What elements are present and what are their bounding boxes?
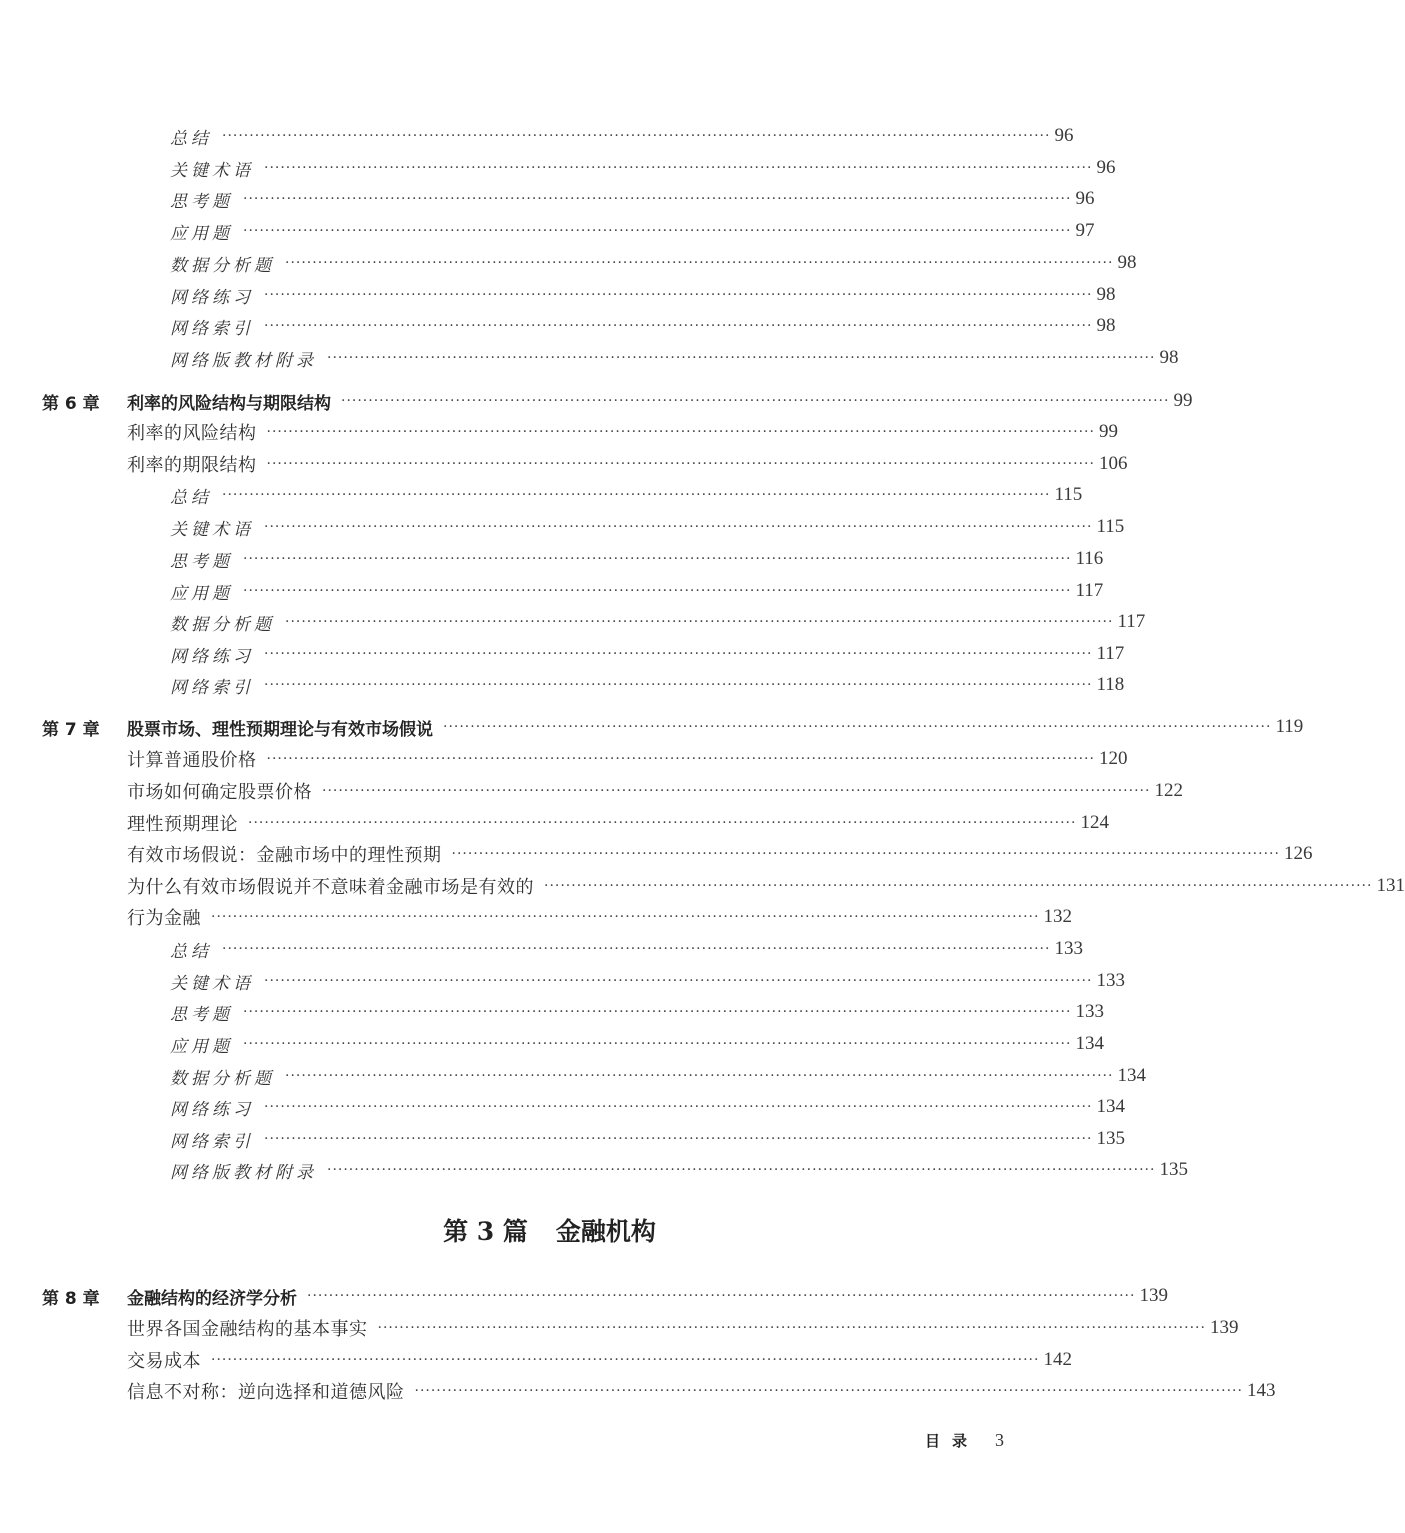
entry-title: 行为金融 xyxy=(127,908,201,929)
toc-entry[interactable] xyxy=(170,343,1179,373)
toc-entry[interactable] xyxy=(170,121,1074,151)
toc-entry[interactable] xyxy=(127,839,1313,869)
leader-dots: ························································································································································ xyxy=(264,318,1093,334)
leader-dots: ························································································································································ xyxy=(443,719,1272,735)
leader-dots: ························································································································································ xyxy=(451,846,1280,862)
toc-entry[interactable] xyxy=(170,248,1137,278)
leader-dots: ························································································································································ xyxy=(243,191,1072,207)
leader-dots: ························································································································································ xyxy=(211,1352,1040,1368)
toc-entry[interactable] xyxy=(170,670,1125,700)
entry-title: 关键术语 xyxy=(170,519,254,540)
toc-entry[interactable] xyxy=(127,776,1183,806)
toc-entry[interactable] xyxy=(170,544,1104,574)
page-number: 134 xyxy=(1075,1033,1104,1054)
leader-dots: ························································································································································ xyxy=(264,519,1093,535)
toc-entry[interactable] xyxy=(170,1155,1188,1185)
leader-dots: ························································································································································ xyxy=(307,1288,1136,1304)
leader-dots: ························································································································································ xyxy=(243,223,1072,239)
page-number: 117 xyxy=(1117,611,1146,632)
page-number: 120 xyxy=(1098,748,1128,769)
toc-entry[interactable] xyxy=(127,1313,1239,1343)
leader-dots: ························································································································································ xyxy=(327,1162,1156,1178)
toc-entry[interactable] xyxy=(170,512,1125,542)
page-number: 133 xyxy=(1075,1001,1104,1022)
page-number: 116 xyxy=(1075,548,1104,569)
chapter-title: 股票市场、理性预期理论与有效市场假说 xyxy=(127,719,433,740)
leader-dots: ························································································································································ xyxy=(222,487,1051,503)
page-number: 97 xyxy=(1075,220,1095,241)
page-number: 98 xyxy=(1117,252,1137,273)
page-number: 133 xyxy=(1096,970,1125,991)
toc-chapter[interactable] xyxy=(42,1281,1168,1311)
leader-dots: ························································································································································ xyxy=(264,646,1093,662)
leader-dots: ························································································································································ xyxy=(322,783,1151,799)
leader-dots: ························································································································································ xyxy=(544,878,1373,894)
page-number: 99 xyxy=(1173,390,1193,411)
entry-title: 总结 xyxy=(170,128,212,149)
page-number: 133 xyxy=(1054,938,1083,959)
entry-title: 网络版教材附录 xyxy=(170,1162,317,1183)
leader-dots: ························································································································································ xyxy=(285,255,1114,271)
page-number: 131 xyxy=(1376,875,1405,896)
leader-dots: ························································································································································ xyxy=(377,1320,1206,1336)
page-number: 135 xyxy=(1096,1128,1125,1149)
entry-title: 思考题 xyxy=(170,1004,233,1025)
toc-entry[interactable] xyxy=(127,902,1072,932)
page-number: 143 xyxy=(1246,1380,1276,1401)
toc-entry[interactable] xyxy=(170,311,1116,341)
page-number: 119 xyxy=(1275,716,1304,737)
leader-dots: ························································································································································ xyxy=(285,1068,1114,1084)
page-number: 118 xyxy=(1096,674,1125,695)
entry-title: 数据分析题 xyxy=(170,614,275,635)
entry-title: 应用题 xyxy=(170,1036,233,1057)
page-footer xyxy=(925,1430,1004,1451)
toc-chapter[interactable] xyxy=(42,386,1193,416)
leader-dots: ························································································································································ xyxy=(327,350,1156,366)
toc-entry[interactable] xyxy=(170,966,1125,996)
page-number: 126 xyxy=(1283,843,1313,864)
toc-entry[interactable] xyxy=(170,216,1095,246)
page-number: 98 xyxy=(1096,315,1116,336)
entry-title: 网络索引 xyxy=(170,318,254,339)
leader-dots: ························································································································································ xyxy=(248,815,1077,831)
page-number: 115 xyxy=(1096,516,1125,537)
entry-title: 网络练习 xyxy=(170,1099,254,1120)
leader-dots: ························································································································································ xyxy=(264,287,1093,303)
entry-title: 有效市场假说：金融市场中的理性预期 xyxy=(127,845,442,866)
entry-title: 思考题 xyxy=(170,191,233,212)
page-number: 98 xyxy=(1159,347,1179,368)
chapter-number: 第 6 章 xyxy=(42,393,100,414)
toc-chapter[interactable] xyxy=(42,712,1304,742)
toc-entry[interactable] xyxy=(170,607,1146,637)
entry-title: 应用题 xyxy=(170,583,233,604)
page-number: 98 xyxy=(1096,284,1116,305)
entry-title: 世界各国金融结构的基本事实 xyxy=(127,1319,368,1340)
page-number: 122 xyxy=(1154,780,1183,801)
entry-title: 总结 xyxy=(170,941,212,962)
page-number: 134 xyxy=(1096,1096,1125,1117)
entry-title: 网络版教材附录 xyxy=(170,350,317,371)
toc-entry[interactable] xyxy=(127,808,1109,838)
entry-title: 交易成本 xyxy=(127,1351,201,1372)
page-number: 96 xyxy=(1075,188,1095,209)
part-number: 第 3 篇 xyxy=(443,1217,528,1246)
leader-dots: ························································································································································ xyxy=(266,751,1095,767)
chapter-title: 金融结构的经济学分析 xyxy=(127,1288,297,1309)
leader-dots: ························································································································································ xyxy=(211,909,1040,925)
leader-dots: ························································································································································ xyxy=(243,1004,1072,1020)
leader-dots: ························································································································································ xyxy=(266,456,1095,472)
leader-dots: ························································································································································ xyxy=(243,551,1072,567)
entry-title: 理性预期理论 xyxy=(127,814,238,835)
page-number: 117 xyxy=(1096,643,1125,664)
page-number: 139 xyxy=(1139,1285,1168,1306)
leader-dots: ························································································································································ xyxy=(264,677,1093,693)
toc-entry[interactable] xyxy=(170,576,1104,606)
entry-title: 网络索引 xyxy=(170,1131,254,1152)
chapter-title: 利率的风险结构与期限结构 xyxy=(127,393,331,414)
entry-title: 关键术语 xyxy=(170,973,254,994)
entry-title: 计算普通股价格 xyxy=(127,750,257,771)
entry-title: 为什么有效市场假说并不意味着金融市场是有效的 xyxy=(127,877,534,898)
entry-title: 总结 xyxy=(170,487,212,508)
footer-title: 目录 xyxy=(924,1432,979,1450)
toc-entry[interactable] xyxy=(170,997,1104,1027)
entry-title: 信息不对称：逆向选择和道德风险 xyxy=(127,1382,405,1403)
page-number: 142 xyxy=(1043,1349,1072,1370)
page-number: 99 xyxy=(1098,421,1118,442)
toc-entry[interactable] xyxy=(127,449,1128,479)
entry-title: 数据分析题 xyxy=(170,1068,275,1089)
entry-title: 关键术语 xyxy=(170,160,254,181)
page-number: 139 xyxy=(1209,1317,1239,1338)
page-number: 135 xyxy=(1159,1159,1188,1180)
entry-title: 利率的期限结构 xyxy=(127,455,257,476)
leader-dots: ························································································································································ xyxy=(266,424,1095,440)
toc-entry[interactable] xyxy=(170,934,1083,964)
leader-dots: ························································································································································ xyxy=(222,128,1051,144)
chapter-number: 第 8 章 xyxy=(42,1288,100,1309)
page-number: 96 xyxy=(1054,125,1074,146)
leader-dots: ························································································································································ xyxy=(341,393,1170,409)
leader-dots: ························································································································································ xyxy=(264,1131,1093,1147)
page-number: 134 xyxy=(1117,1065,1146,1086)
leader-dots: ························································································································································ xyxy=(285,614,1114,630)
leader-dots: ························································································································································ xyxy=(264,973,1093,989)
toc-entry[interactable] xyxy=(170,480,1083,510)
part-heading xyxy=(0,1212,1099,1248)
entry-title: 网络练习 xyxy=(170,287,254,308)
toc-entry[interactable] xyxy=(127,1345,1072,1375)
footer-page-number: 3 xyxy=(995,1430,1004,1450)
toc-entry[interactable] xyxy=(170,153,1116,183)
leader-dots: ························································································································································ xyxy=(243,1036,1072,1052)
leader-dots: ························································································································································ xyxy=(222,941,1051,957)
leader-dots: ························································································································································ xyxy=(414,1383,1243,1399)
page-number: 124 xyxy=(1080,812,1109,833)
toc-entry[interactable] xyxy=(170,280,1116,310)
toc-entry[interactable] xyxy=(170,184,1095,214)
entry-title: 应用题 xyxy=(170,223,233,244)
toc-entry[interactable] xyxy=(170,1092,1125,1122)
leader-dots: ························································································································································ xyxy=(264,160,1093,176)
entry-title: 利率的风险结构 xyxy=(127,423,257,444)
toc-entry[interactable] xyxy=(127,417,1118,447)
entry-title: 思考题 xyxy=(170,551,233,572)
page-number: 106 xyxy=(1098,453,1128,474)
chapter-number: 第 7 章 xyxy=(42,719,100,740)
page-number: 115 xyxy=(1054,484,1083,505)
toc-entry[interactable] xyxy=(170,1124,1125,1154)
toc-entry[interactable] xyxy=(170,1029,1104,1059)
part-title: 金融机构 xyxy=(555,1217,656,1246)
page-number: 96 xyxy=(1096,157,1116,178)
entry-title: 数据分析题 xyxy=(170,255,275,276)
entry-title: 市场如何确定股票价格 xyxy=(127,782,312,803)
entry-title: 网络练习 xyxy=(170,646,254,667)
leader-dots: ························································································································································ xyxy=(243,583,1072,599)
toc-entry[interactable] xyxy=(127,744,1128,774)
entry-title: 网络索引 xyxy=(170,677,254,698)
toc-entry[interactable] xyxy=(127,871,1405,901)
page-number: 117 xyxy=(1075,580,1104,601)
toc-entry[interactable] xyxy=(127,1376,1276,1406)
toc-entry[interactable] xyxy=(170,1061,1146,1091)
toc-entry[interactable] xyxy=(170,639,1125,669)
leader-dots: ························································································································································ xyxy=(264,1099,1093,1115)
page-number: 132 xyxy=(1043,906,1072,927)
